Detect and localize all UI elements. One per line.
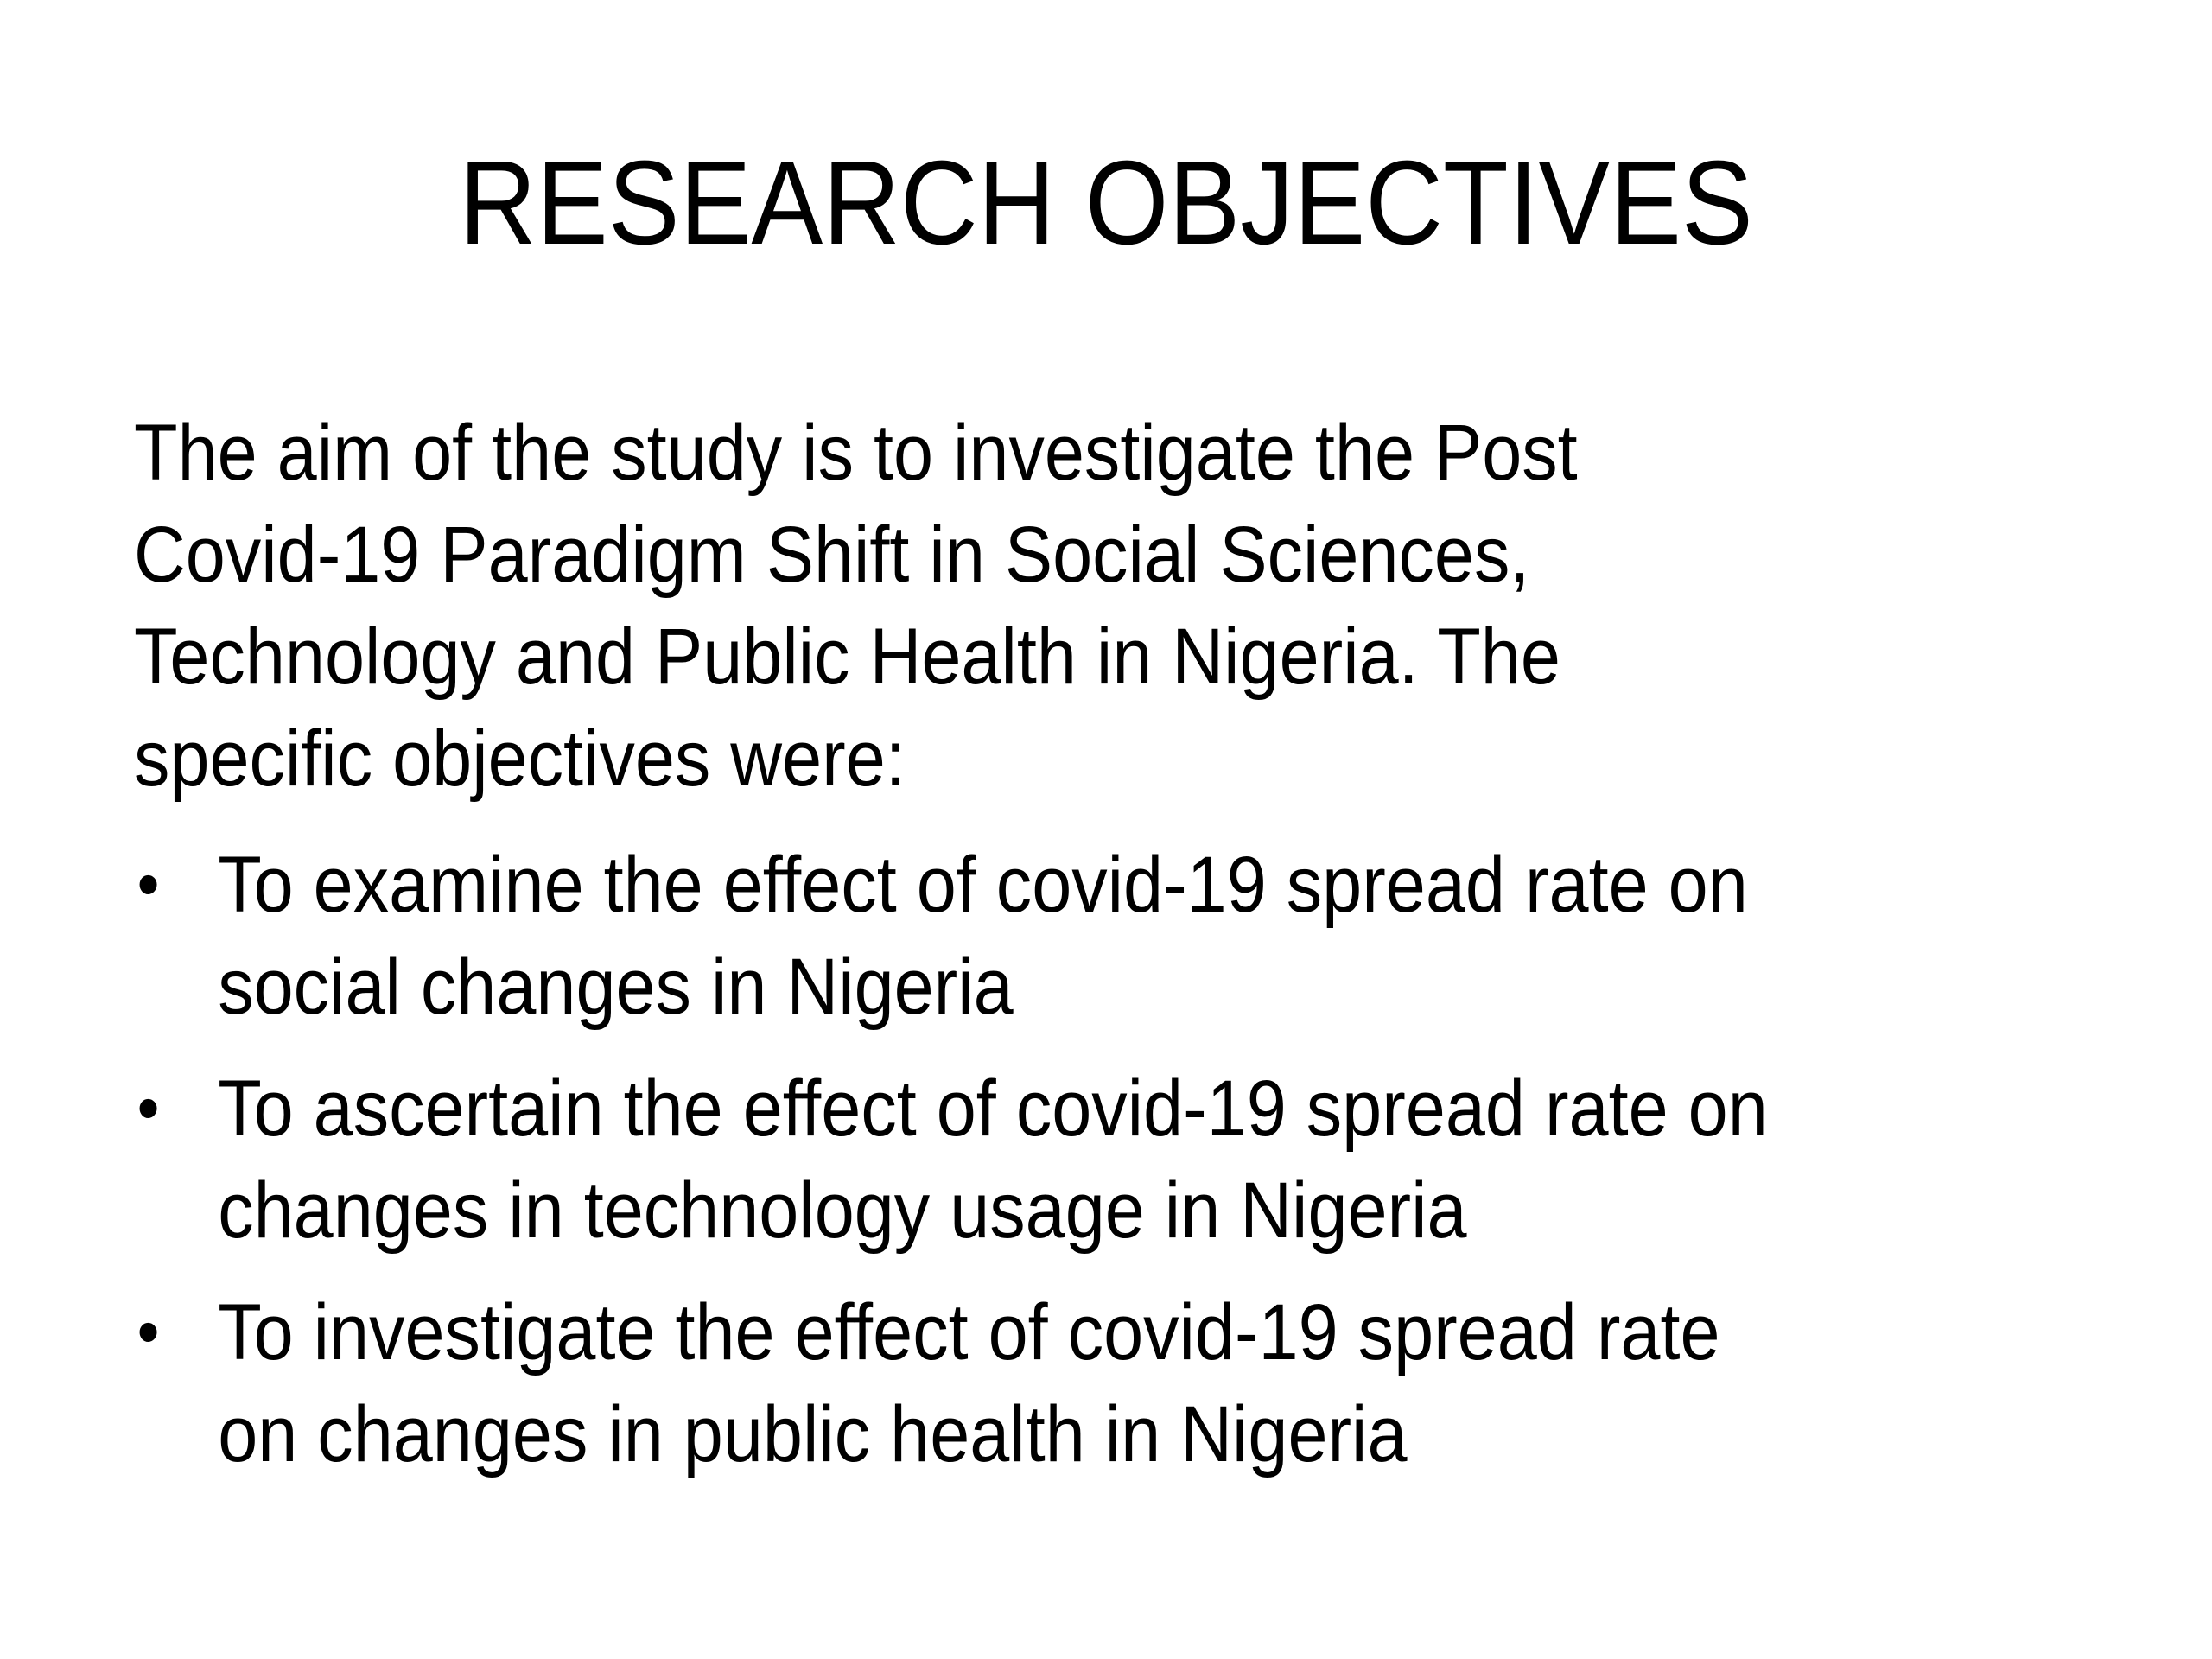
intro-line: Covid-19 Paradigm Shift in Social Sciences, — [134, 511, 1530, 599]
objectives-list — [134, 834, 2078, 1505]
intro-line: Technology and Public Health in Nigeria. The — [134, 613, 1560, 701]
objective-item — [134, 834, 2078, 1038]
bullet-icon: • — [137, 845, 160, 924]
objective-item — [134, 1281, 2078, 1485]
bullet-icon: • — [137, 1069, 160, 1147]
intro-line: The aim of the study is to investigate the Post — [134, 409, 1578, 497]
slide-body — [134, 402, 2113, 1478]
intro-line: specific objectives were: — [134, 715, 906, 803]
objective-line: To investigate the effect of covid-19 spread rate — [218, 1288, 1720, 1376]
objective-line: To ascertain the effect of covid-19 spread rate on — [218, 1065, 1768, 1153]
intro-paragraph — [134, 402, 2039, 810]
slide-title: RESEARCH OBJECTIVES — [459, 137, 1753, 270]
objective-line: To examine the effect of covid-19 spread rate on — [218, 841, 1748, 929]
objective-line: on changes in public health in Nigeria — [218, 1390, 1408, 1478]
objective-item — [134, 1058, 2078, 1262]
objective-line: social changes in Nigeria — [218, 943, 1014, 1031]
bullet-icon: • — [137, 1293, 160, 1371]
objective-line: changes in technology usage in Nigeria — [218, 1166, 1467, 1255]
